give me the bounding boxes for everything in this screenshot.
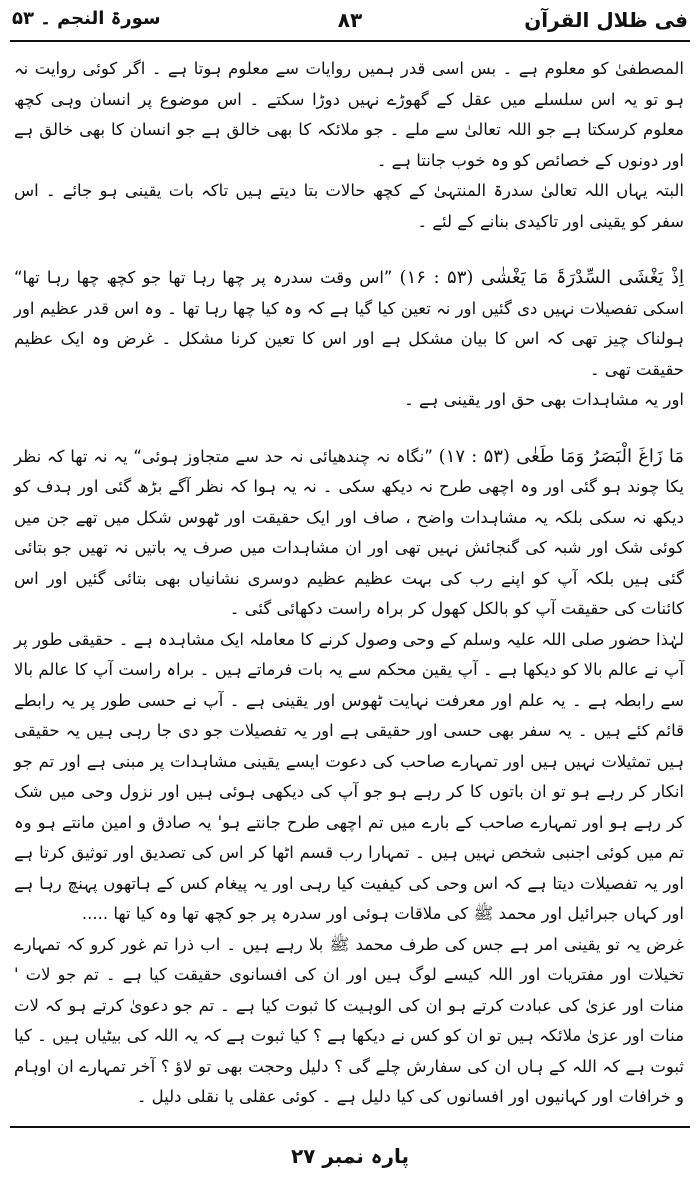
arabic-verse: مَا زَاغَ الْبَصَرُ وَمَا طَغٰی (۵۳ : ۱۷) xyxy=(438,445,684,467)
page-number: ۸۳ xyxy=(337,8,363,32)
page-header xyxy=(12,6,688,40)
paragraph: البتہ یہاں اللہ تعالیٰ سدرۃ المنتہیٰ کے کچھ حالات بتا دیتے ہیں تاکہ بات یقینی ہو جائے ۔ اس سفر کو یقینی اور تاکیدی بنانے کے لئے ۔ xyxy=(14,181,684,231)
paragraph: لہٰذا حضور صلی اللہ علیہ وسلم کے وحی وصول کرنے کا معاملہ ایک مشاہدہ ہے ۔ حقیقی طور پر آپ نے عالم بالا کو دیکھا ہے ۔ آپ یقین محکم سے یہ بات فرماتے ہیں ۔ براہ راست آپ کا عالم بالا سے رابطہ ہے ۔ یہ علم اور معرفت نہایت ٹھوس اور یقینی ہے ۔ آپ نے حسی طور پر یہ رابطے قائم کئے ہیں ۔ یہ سفر بھی حسی اور حقیقی ہے اور یہ تفصیلات جو دی جا رہی ہیں یہ حقیقی ہیں تمثیلات نہیں ہیں اور تمہارے صاحب کی دعوت ایسے یقینی مشاہدات پر مبنی ہے اور تم جو انکار کر رہے ہو تو ان باتوں کا کر رہے ہو جو آپ کی دیکھی ہوئی ہیں اور نزول وحی میں شک کر رہے ہو اور تمہارے صاحب کے بارے میں تم اچھی طرح جانتے ہو' یہ صادق و امین مانتے ہو وہ تم میں کوئی اجنبی شخص نہیں ہیں ۔ تمہارا رب قسم اٹھا کر اس کی تصدیق اور توثیق کرتا ہے اور یہ تفصیلات دیتا ہے کہ اس وحی کی کیفیت کیا رہی اور یہ پیغام کس کے ہاتھوں پہنچ رہا ہے اور کہاں جبرائیل اور محمد ﷺ کی ملاقات ہوئی اور سدرہ پر جو کچھ تھا وہ کیا تھا ..... xyxy=(14,629,684,923)
paragraph: اور یہ مشاہدات بھی حق اور یقینی ہے ۔ xyxy=(404,390,684,409)
verse-commentary: ”نگاہ نہ چندھیائی نہ حد سے متجاوز ہوئی“ یہ نہ تھا کہ نظر یکا چوند ہو گئی اور وہ اچھی طرح نہ دیکھ سکی ۔ نہ یہ ہوا کہ نظر آگے بڑھ گئی اور ہدف کو دیکھ نہ سکی بلکہ یہ مشاہدات واضح ، صاف اور ایک حقیقت اور ٹھوس شکل میں تھے جن میں کوئی شک اور شبہ کی گنجائش نہیں تھی اور ان مشاہدات میں صرف یہ باتیں نہ تھیں جو بتائی گئی ہیں بلکہ آپ کو اپنے رب کی بہت عظیم عظیم دوسری نشانیاں بھی بتائی گئیں اور اس کائنات کی حقیقت آپ کو بالکل کھول کر براہ راست دکھائی گئی ۔ xyxy=(14,446,684,618)
verse-block xyxy=(14,442,684,625)
arabic-verse: اِذْ یَغْشَی السِّدْرَۃَ مَا یَغْشٰی (۵۳ : ۱۶) xyxy=(399,267,684,288)
header-rule xyxy=(10,40,690,42)
book-title: فی ظلال القرآن xyxy=(524,8,688,32)
page-footer: پارہ نمبر ۲۷ xyxy=(290,1144,410,1168)
footer-rule xyxy=(10,1126,690,1128)
verse-block xyxy=(14,263,684,385)
surah-reference: سورۃ النجم ۔ ۵۳ xyxy=(12,8,161,29)
paragraph: المصطفیٰ کو معلوم ہے ۔ بس اسی قدر ہمیں روایات سے معلوم ہوتا ہے ۔ اگر کوئی روایت نہ ہو تو یہ اس سلسلے میں عقل کے گھوڑے نہیں دوڑا سکتے ۔ اس موضوع پر انسان وہی کچھ معلوم کرسکتا ہے جو اللہ تعالیٰ سے ملے ۔ جو ملائکہ کا بھی خالق ہے جو انسان کا بھی خالق ہے اور دونوں کے خصائص کو وہ خوب جانتا ہے ۔ xyxy=(14,59,684,170)
verse-commentary: ”اس وقت سدرہ پر چھا رہا تھا جو کچھ چھا رہا تھا“ اسکی تفصیلات نہیں دی گئیں اور نہ تعین کیا گیا ہے کہ وہ کیا چھا رہا تھا ۔ وہ اس قدر عظیم اور ہولناک چیز تھی کہ اس کا بیان مشکل ہے اور اس کا تعین کرنا مشکل ۔ غرض وہ ایک عظیم حقیقت تھی ۔ xyxy=(14,268,684,379)
page-body xyxy=(14,54,684,1113)
paragraph: غرض یہ تو یقینی امر ہے جس کی طرف محمد ﷺ بلا رہے ہیں ۔ اب ذرا تم غور کرو کہ تمہارے تخیلات اور مفتریات اور اللہ کیسے لوگ ہیں اور ان کی افسانوی حقیقت کیا ہے ۔ تم جو لات ' منات اور عزیٰ کی عبادت کرتے ہو ان کی الوہیت کا ثبوت کیا ہے ۔ تم جو دعویٰ کرتے ہو کہ لات منات اور عزیٰ ملائکہ ہیں تو ان کو کس نے دیکھا ہے ؟ کیا ثبوت ہے کہ یہ اللہ کی بیٹیاں ہیں ۔ کیا ثبوت ہے کہ اللہ کے ہاں ان کی سفارش چلے گی ؟ دلیل وحجت بھی تو لاؤ ؟ آخر تمہارے ان اوہام و خرافات اور کہانیوں اور افسانوں کی کیا دلیل ہے ۔ کوئی عقلی یا نقلی دلیل ۔ xyxy=(14,934,685,1106)
